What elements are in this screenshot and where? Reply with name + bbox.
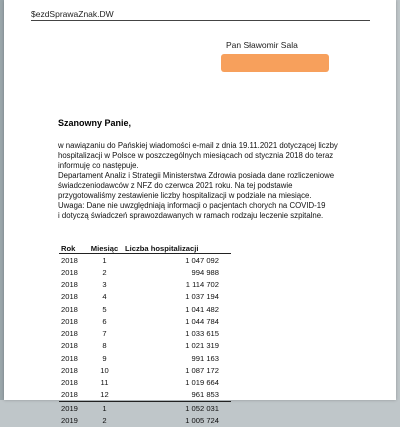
table-row	[59, 377, 231, 389]
table-row	[59, 364, 231, 376]
cell-year: 2018	[61, 292, 78, 302]
table-row	[59, 303, 231, 315]
cell-year: 2018	[61, 316, 78, 326]
cell-month: 9	[102, 353, 107, 363]
paragraph-3-line-1: Uwaga: Dane nie uwzględniają informacji o pacjentach chorych na COVID-19	[58, 201, 326, 210]
cell-month: 12	[100, 390, 109, 400]
cell-count: 961 853	[191, 390, 219, 400]
cell-count: 1 052 031	[185, 403, 219, 413]
table-row	[59, 352, 231, 364]
recipient-name: Pan Sławomir Sala	[226, 40, 298, 50]
table-row	[59, 389, 231, 401]
header-year: Rok	[61, 243, 76, 253]
cell-year: 2018	[61, 329, 78, 339]
cell-year: 2018	[61, 378, 78, 388]
case-reference: $ezdSprawaZnak.DW	[31, 9, 114, 19]
cell-count: 1 047 092	[185, 255, 219, 265]
cell-year: 2018	[61, 365, 78, 375]
cell-month: 5	[102, 304, 107, 314]
hospitalization-table	[59, 243, 231, 427]
cell-year: 2018	[61, 341, 78, 351]
paragraph-2-line-2: świadczeniodawców z NFZ do czerwca 2021 roku. Na tej podstawie	[58, 181, 293, 190]
paragraph-3-line-2: i dotyczą świadczeń sprawozdawanych w ramach rodzaju leczenie szpitalne.	[58, 211, 324, 220]
cell-month: 3	[102, 280, 107, 290]
cell-month: 1	[102, 255, 107, 265]
letter-body	[58, 141, 370, 221]
table-row	[59, 291, 231, 303]
cell-year: 2019	[61, 403, 78, 413]
salutation: Szanowny Panie,	[58, 118, 132, 128]
cell-month: 2	[102, 415, 107, 425]
cell-count: 1 044 784	[185, 316, 219, 326]
paragraph-2-line-1: Departament Analiz i Strategii Ministerstwa Zdrowia posiada dane rozliczeniowe	[58, 171, 335, 180]
cell-count: 1 114 702	[185, 280, 219, 290]
cell-month: 8	[102, 341, 107, 351]
table-header-row	[59, 243, 231, 253]
paragraph-1-line-1: w nawiązaniu do Pańskiej wiadomości e-mail z dnia 19.11.2021 dotyczącej liczby	[58, 141, 338, 150]
cell-count: 1 019 664	[185, 378, 219, 388]
cell-year: 2018	[61, 255, 78, 265]
table-row	[59, 315, 231, 327]
header-divider	[31, 20, 370, 21]
header-month: Miesiąc	[90, 243, 119, 253]
table-row	[59, 279, 231, 291]
cell-count: 1 033 615	[185, 329, 219, 339]
paragraph-2-line-3: przygotowaliśmy zestawienie liczby hospitalizacji w podziale na miesiące.	[58, 191, 312, 200]
cell-count: 1 087 172	[185, 365, 219, 375]
cell-year: 2018	[61, 353, 78, 363]
cell-count: 994 988	[191, 267, 219, 277]
cell-year: 2018	[61, 304, 78, 314]
table-row	[59, 414, 231, 426]
cell-month: 2	[102, 267, 107, 277]
table-row	[59, 328, 231, 340]
redacted-address	[221, 54, 329, 72]
cell-count: 1 005 724	[185, 415, 219, 425]
cell-year: 2018	[61, 280, 78, 290]
paragraph-1-line-2: hospitalizacji w Polsce w poszczególnych miesiącach od stycznia 2018 do teraz	[58, 151, 334, 160]
paragraph-1-line-3: informuję co następuje.	[58, 161, 139, 170]
table-row	[59, 340, 231, 352]
cell-month: 6	[102, 316, 107, 326]
cell-year: 2019	[61, 415, 78, 425]
cell-count: 1 037 194	[185, 292, 219, 302]
cell-year: 2018	[61, 267, 78, 277]
document-page	[4, 0, 396, 425]
cell-month: 1	[102, 403, 107, 413]
cell-year: 2018	[61, 390, 78, 400]
cell-count: 991 163	[191, 353, 219, 363]
header-count: Liczba hospitalizacji	[125, 243, 199, 253]
cell-month: 11	[100, 378, 109, 388]
table-row	[59, 402, 231, 414]
cell-month: 4	[102, 292, 107, 302]
cell-month: 7	[102, 329, 107, 339]
cell-count: 1 041 482	[185, 304, 219, 314]
cell-count: 1 021 319	[185, 341, 219, 351]
cell-month: 10	[100, 365, 109, 375]
table-body	[59, 254, 231, 427]
table-row	[59, 266, 231, 278]
table-row	[59, 254, 231, 266]
